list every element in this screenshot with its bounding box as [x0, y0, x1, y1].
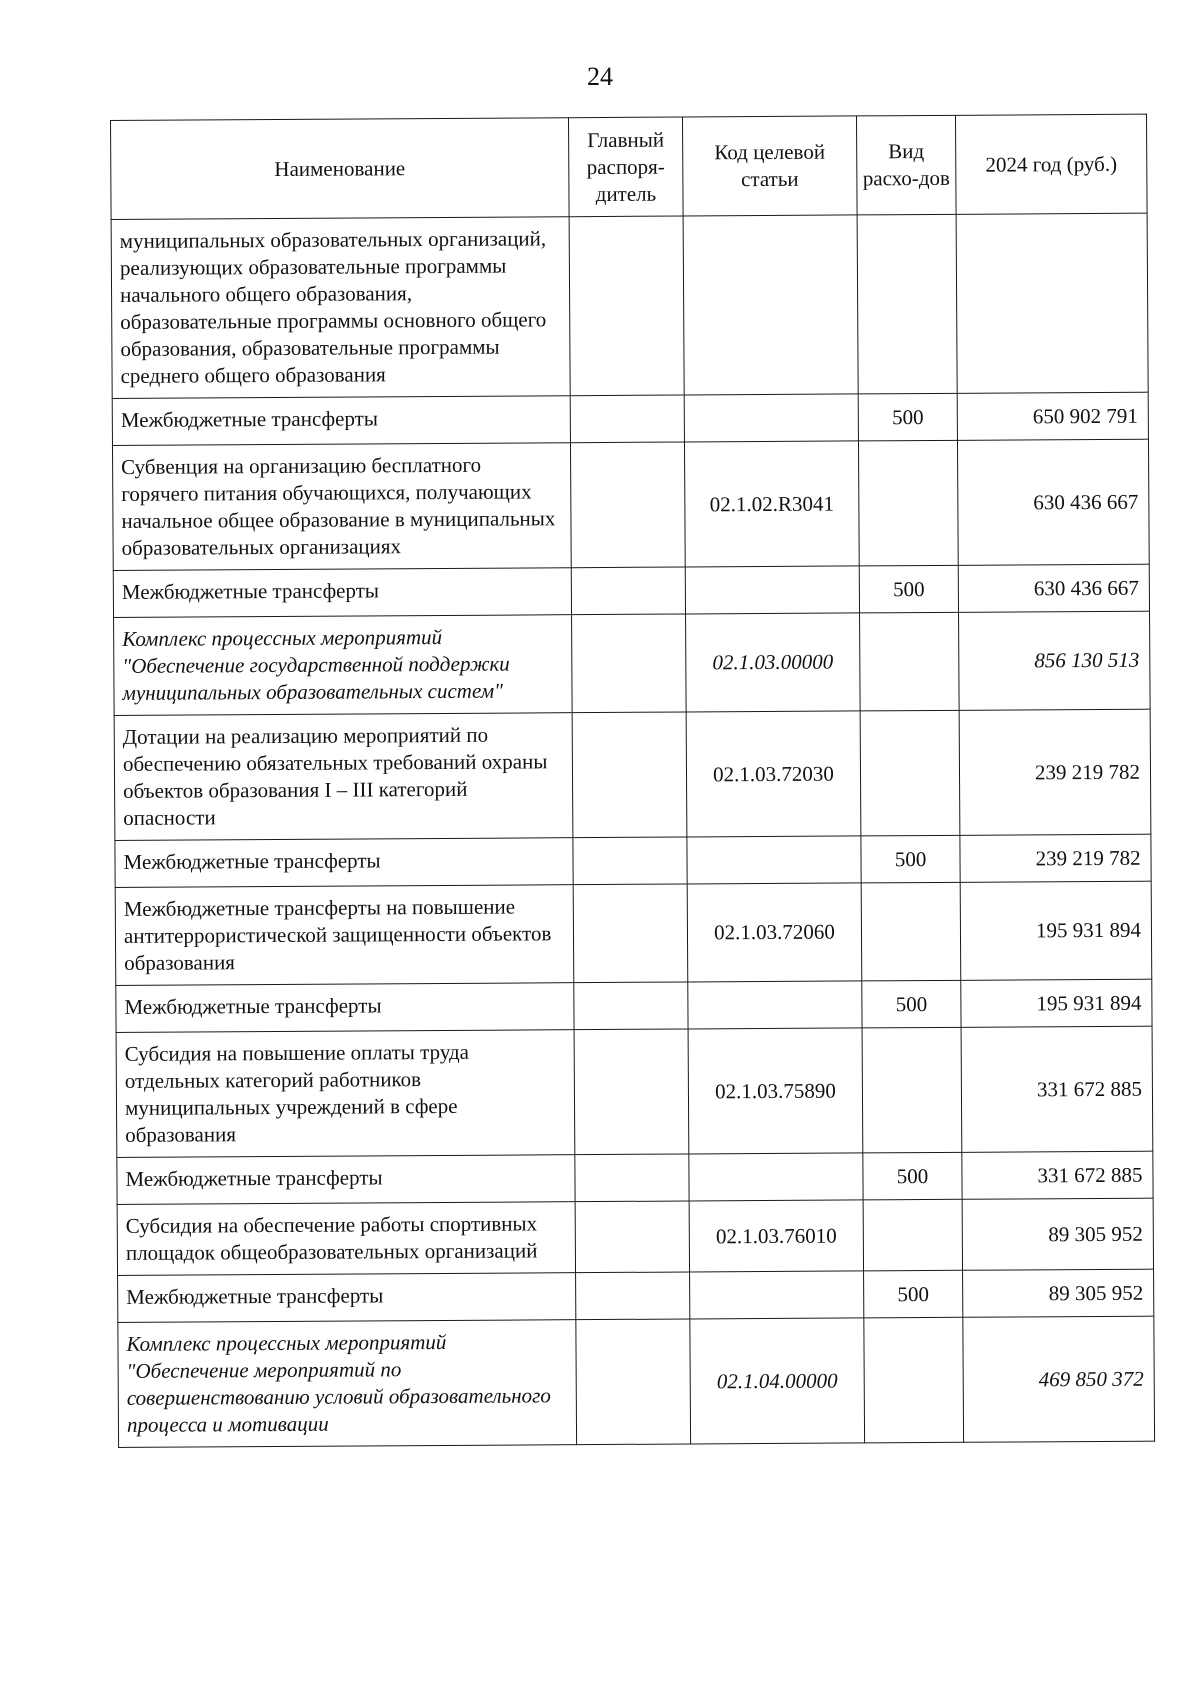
table-row [114, 611, 1151, 715]
cell-code: 02.1.03.00000 [686, 613, 861, 712]
cell-manager [575, 1201, 689, 1273]
cell-kind [861, 882, 961, 981]
cell-amount: 331 672 885 [961, 1026, 1153, 1152]
cell-kind: 500 [859, 565, 958, 613]
header-kind: Вид расхо-дов [856, 115, 956, 215]
cell-name: Межбюджетные трансферты [112, 396, 570, 446]
table-row [118, 1269, 1154, 1322]
table-row [112, 392, 1148, 445]
cell-manager [574, 982, 688, 1030]
table-row [116, 1026, 1153, 1157]
cell-manager [569, 216, 684, 396]
cell-name: Межбюджетные трансферты [117, 1155, 575, 1205]
table-header-row [111, 114, 1148, 219]
table-row [115, 834, 1151, 887]
cell-code [685, 566, 859, 614]
table-row [117, 1151, 1153, 1204]
cell-manager [572, 712, 687, 838]
cell-name: Межбюджетные трансферты на повышение антитеррористической защищенности объектов образования [115, 885, 574, 986]
cell-manager [572, 614, 687, 713]
cell-kind [862, 1027, 962, 1153]
cell-name: Комплекс процессных мероприятий "Обеспечение государственной поддержки муниципальных образовательных систем" [114, 615, 573, 716]
cell-kind [863, 1199, 962, 1271]
cell-manager [576, 1272, 690, 1320]
header-code: Код целевой статьи [682, 116, 857, 216]
cell-amount: 89 305 952 [962, 1198, 1153, 1270]
cell-manager [575, 1154, 689, 1202]
table-row [115, 881, 1152, 985]
header-name: Наименование [111, 118, 570, 220]
table-body [111, 213, 1154, 1447]
budget-table-container [110, 114, 1154, 1448]
cell-amount: 856 130 513 [959, 611, 1151, 710]
cell-code [687, 836, 861, 884]
cell-kind [857, 214, 957, 394]
table-row [112, 439, 1149, 570]
cell-amount: 630 436 667 [957, 439, 1149, 565]
cell-name: Межбюджетные трансферты [118, 1273, 576, 1323]
cell-kind [860, 612, 960, 711]
table-row [116, 979, 1152, 1032]
cell-amount: 630 436 667 [958, 564, 1149, 612]
cell-name: Субвенция на организацию бесплатного горячего питания обучающихся, получающих начальное общее образование в муниципальных образовательных организациях [112, 443, 571, 571]
table-row [111, 213, 1148, 398]
cell-code: 02.1.03.75890 [688, 1028, 863, 1154]
cell-kind [858, 440, 958, 566]
cell-name: Дотации на реализацию мероприятий по обеспечению обязательных требований охраны объектов образования I – III категорий опасности [114, 713, 573, 841]
cell-code: 02.1.04.00000 [690, 1318, 865, 1444]
table-row [117, 1198, 1153, 1275]
cell-name: Субсидия на обеспечение работы спортивных площадок общеобразовательных организаций [117, 1202, 575, 1276]
cell-name: Субсидия на повышение оплаты труда отдельных категорий работников муниципальных учреждений в сфере образования [116, 1030, 575, 1158]
cell-amount: 650 902 791 [957, 392, 1148, 440]
cell-name: Межбюджетные трансферты [115, 838, 573, 888]
cell-kind: 500 [863, 1152, 962, 1200]
cell-code: 02.1.03.72030 [686, 711, 861, 837]
header-manager: Главный распоря-дитель [568, 117, 683, 217]
cell-manager [573, 837, 687, 885]
cell-name: Межбюджетные трансферты [113, 568, 571, 618]
cell-kind: 500 [861, 835, 960, 883]
cell-kind: 500 [858, 393, 957, 441]
table-row [114, 709, 1151, 840]
cell-name: Межбюджетные трансферты [116, 983, 574, 1033]
cell-manager [571, 567, 685, 615]
header-amount: 2024 год (руб.) [955, 114, 1147, 214]
page-number: 24 [587, 62, 613, 91]
cell-code [689, 1153, 863, 1201]
cell-amount: 239 219 782 [960, 834, 1151, 882]
cell-manager [573, 884, 688, 983]
cell-manager [570, 442, 685, 568]
cell-amount [956, 213, 1148, 393]
cell-kind [864, 1317, 964, 1443]
budget-table [110, 114, 1155, 1448]
table-row [113, 564, 1149, 617]
cell-amount: 89 305 952 [963, 1269, 1154, 1317]
cell-kind [860, 710, 960, 836]
cell-code [690, 1271, 864, 1319]
cell-code [688, 981, 862, 1029]
cell-code: 02.1.03.72060 [687, 883, 862, 982]
cell-kind: 500 [864, 1270, 963, 1318]
cell-amount: 195 931 894 [960, 881, 1152, 980]
cell-name: муниципальных образовательных организаций, реализующих образовательные программы начального общего образования, образовательные программы основного общего образования, образовательные программы среднего общего образования [111, 217, 570, 399]
cell-amount: 469 850 372 [963, 1316, 1155, 1442]
cell-code [683, 215, 858, 395]
cell-manager [576, 1319, 691, 1445]
cell-amount: 195 931 894 [961, 979, 1152, 1027]
cell-manager [570, 395, 684, 443]
cell-amount: 331 672 885 [962, 1151, 1153, 1199]
cell-code: 02.1.03.76010 [689, 1200, 863, 1272]
cell-code [684, 394, 858, 442]
cell-name: Комплекс процессных мероприятий "Обеспечение мероприятий по совершенствованию условий образовательного процесса и мотивации [118, 1320, 577, 1448]
cell-amount: 239 219 782 [959, 709, 1151, 835]
cell-code: 02.1.02.R3041 [684, 441, 859, 567]
table-row [118, 1316, 1155, 1447]
cell-manager [574, 1029, 689, 1155]
cell-kind: 500 [862, 980, 961, 1028]
